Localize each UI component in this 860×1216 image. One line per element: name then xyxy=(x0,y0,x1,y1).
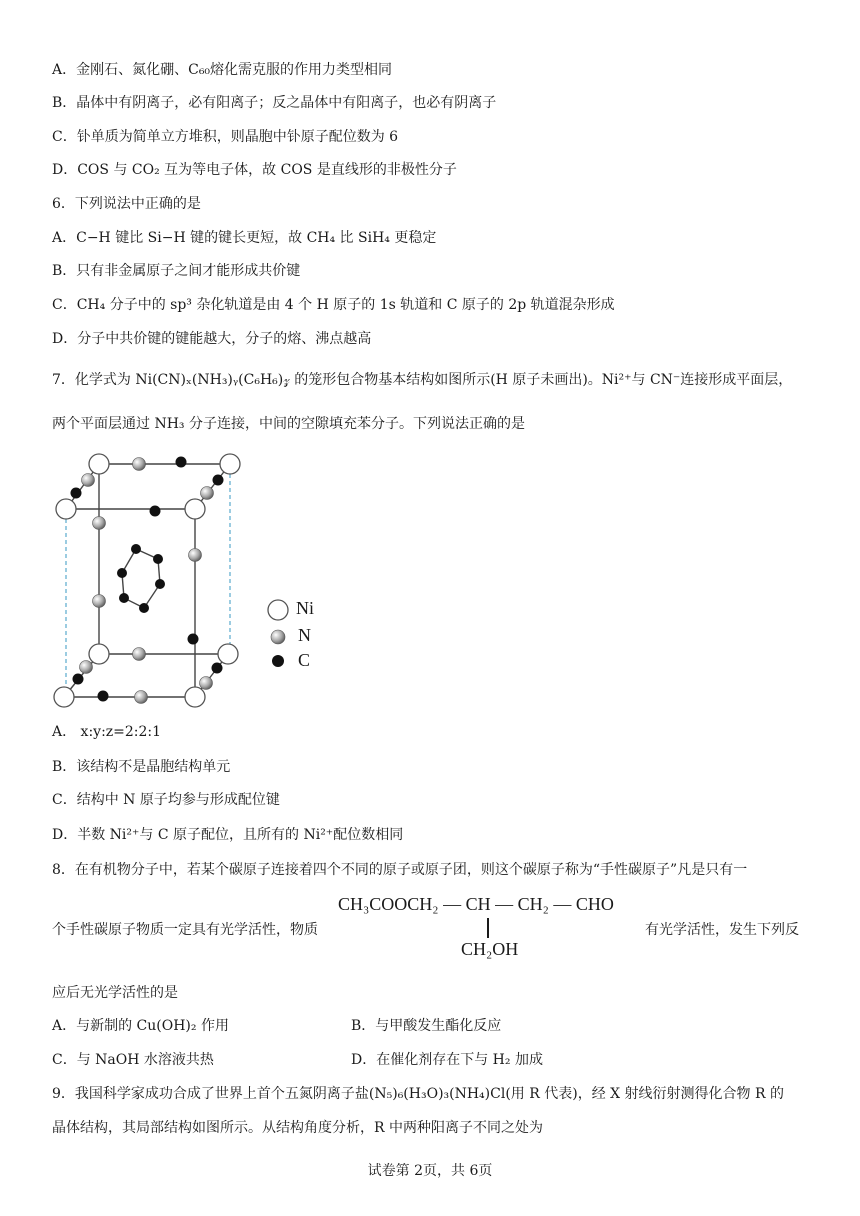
q8-option-d: D．在催化剂存在下与 H₂ 加成 xyxy=(351,1052,543,1068)
q8-formula-branch: CH₂OH xyxy=(461,939,519,959)
q8-formula-main: CH₃COOCH₂ — CH — CH₂ — CHO xyxy=(338,894,614,914)
legend-c-marker xyxy=(270,653,286,669)
q5-option-c: C．钋单质为简单立方堆积，则晶胞中钋原子配位数为 6 xyxy=(52,129,399,145)
q8-stem-line3: 应后无光学活性的是 xyxy=(52,985,178,1001)
legend-c-label: C xyxy=(298,650,311,670)
q7-stem-line1: 7．化学式为 Ni(CN)ₓ(NH₃)ᵧ(C₆H₆)𝓏 的笼形包合物基本结构如图所示(H 原子未画出)。Ni²⁺与 CN⁻连接形成平面层， xyxy=(52,372,793,388)
q8-formula-bond xyxy=(487,918,489,938)
legend-ni-label: Ni xyxy=(296,598,314,618)
q6-stem: 6．下列说法中正确的是 xyxy=(52,196,201,212)
q6-option-d: D．分子中共价键的键能越大，分子的熔、沸点越高 xyxy=(52,331,372,347)
q7-stem-line2: 两个平面层通过 NH₃ 分子连接，中间的空隙填充苯分子。下列说法正确的是 xyxy=(52,416,525,432)
q8-option-c: C．与 NaOH 水溶液共热 xyxy=(52,1052,214,1068)
q7-option-c: C．结构中 N 原子均参与形成配位键 xyxy=(52,792,280,808)
q8-stem-line2-left: 个手性碳原子物质一定具有光学活性，物质 xyxy=(52,922,318,938)
q9-stem-line1: 9．我国科学家成功合成了世界上首个五氮阴离子盐(N₅)₆(H₃O)₃(NH₄)Cl(用 R 代表)，经 X 射线衍射测得化合物 R 的 xyxy=(52,1086,784,1102)
q6-option-b: B．只有非金属原子之间才能形成共价键 xyxy=(52,263,301,279)
q5-option-d: D．COS 与 CO₂ 互为等电子体，故 COS 是直线形的非极性分子 xyxy=(52,162,457,178)
q6-option-c: C．CH₄ 分子中的 sp³ 杂化轨道是由 4 个 H 原子的 1s 轨道和 C 原子的 2p 轨道混杂形成 xyxy=(52,297,615,313)
q8-option-a: A．与新制的 Cu(OH)₂ 作用 xyxy=(52,1018,229,1034)
q5-option-a: A．金刚石、氮化硼、C₆₀熔化需克服的作用力类型相同 xyxy=(52,62,393,78)
legend-n-label: N xyxy=(298,625,311,645)
legend-ni-marker xyxy=(266,598,290,622)
page-footer: 试卷第 2页，共 6页 xyxy=(367,1163,493,1179)
q6-option-a: A．C−H 键比 Si−H 键的键长更短，故 CH₄ 比 SiH₄ 更稳定 xyxy=(52,230,437,246)
q8-stem-line2-right: 有光学活性，发生下列反 xyxy=(645,922,799,938)
q8-option-b: B．与甲酸发生酯化反应 xyxy=(351,1018,502,1034)
clathrate-structure-diagram xyxy=(40,448,260,720)
q7-option-d: D．半数 Ni²⁺与 C 原子配位，且所有的 Ni²⁺配位数相同 xyxy=(52,827,404,843)
q9-stem-line2: 晶体结构，其局部结构如图所示。从结构角度分析，R 中两种阳离子不同之处为 xyxy=(52,1120,543,1136)
q5-option-b: B．晶体中有阴离子，必有阳离子；反之晶体中有阳离子，也必有阴离子 xyxy=(52,95,497,111)
q7-option-b: B．该结构不是晶胞结构单元 xyxy=(52,759,231,775)
legend-n-marker xyxy=(269,628,287,646)
q7-option-a: A． x:y:z=2:2:1 xyxy=(52,724,162,740)
q8-stem-line1: 8．在有机物分子中，若某个碳原子连接着四个不同的原子或原子团，则这个碳原子称为“手性碳原子”凡是只有一 xyxy=(52,862,748,878)
